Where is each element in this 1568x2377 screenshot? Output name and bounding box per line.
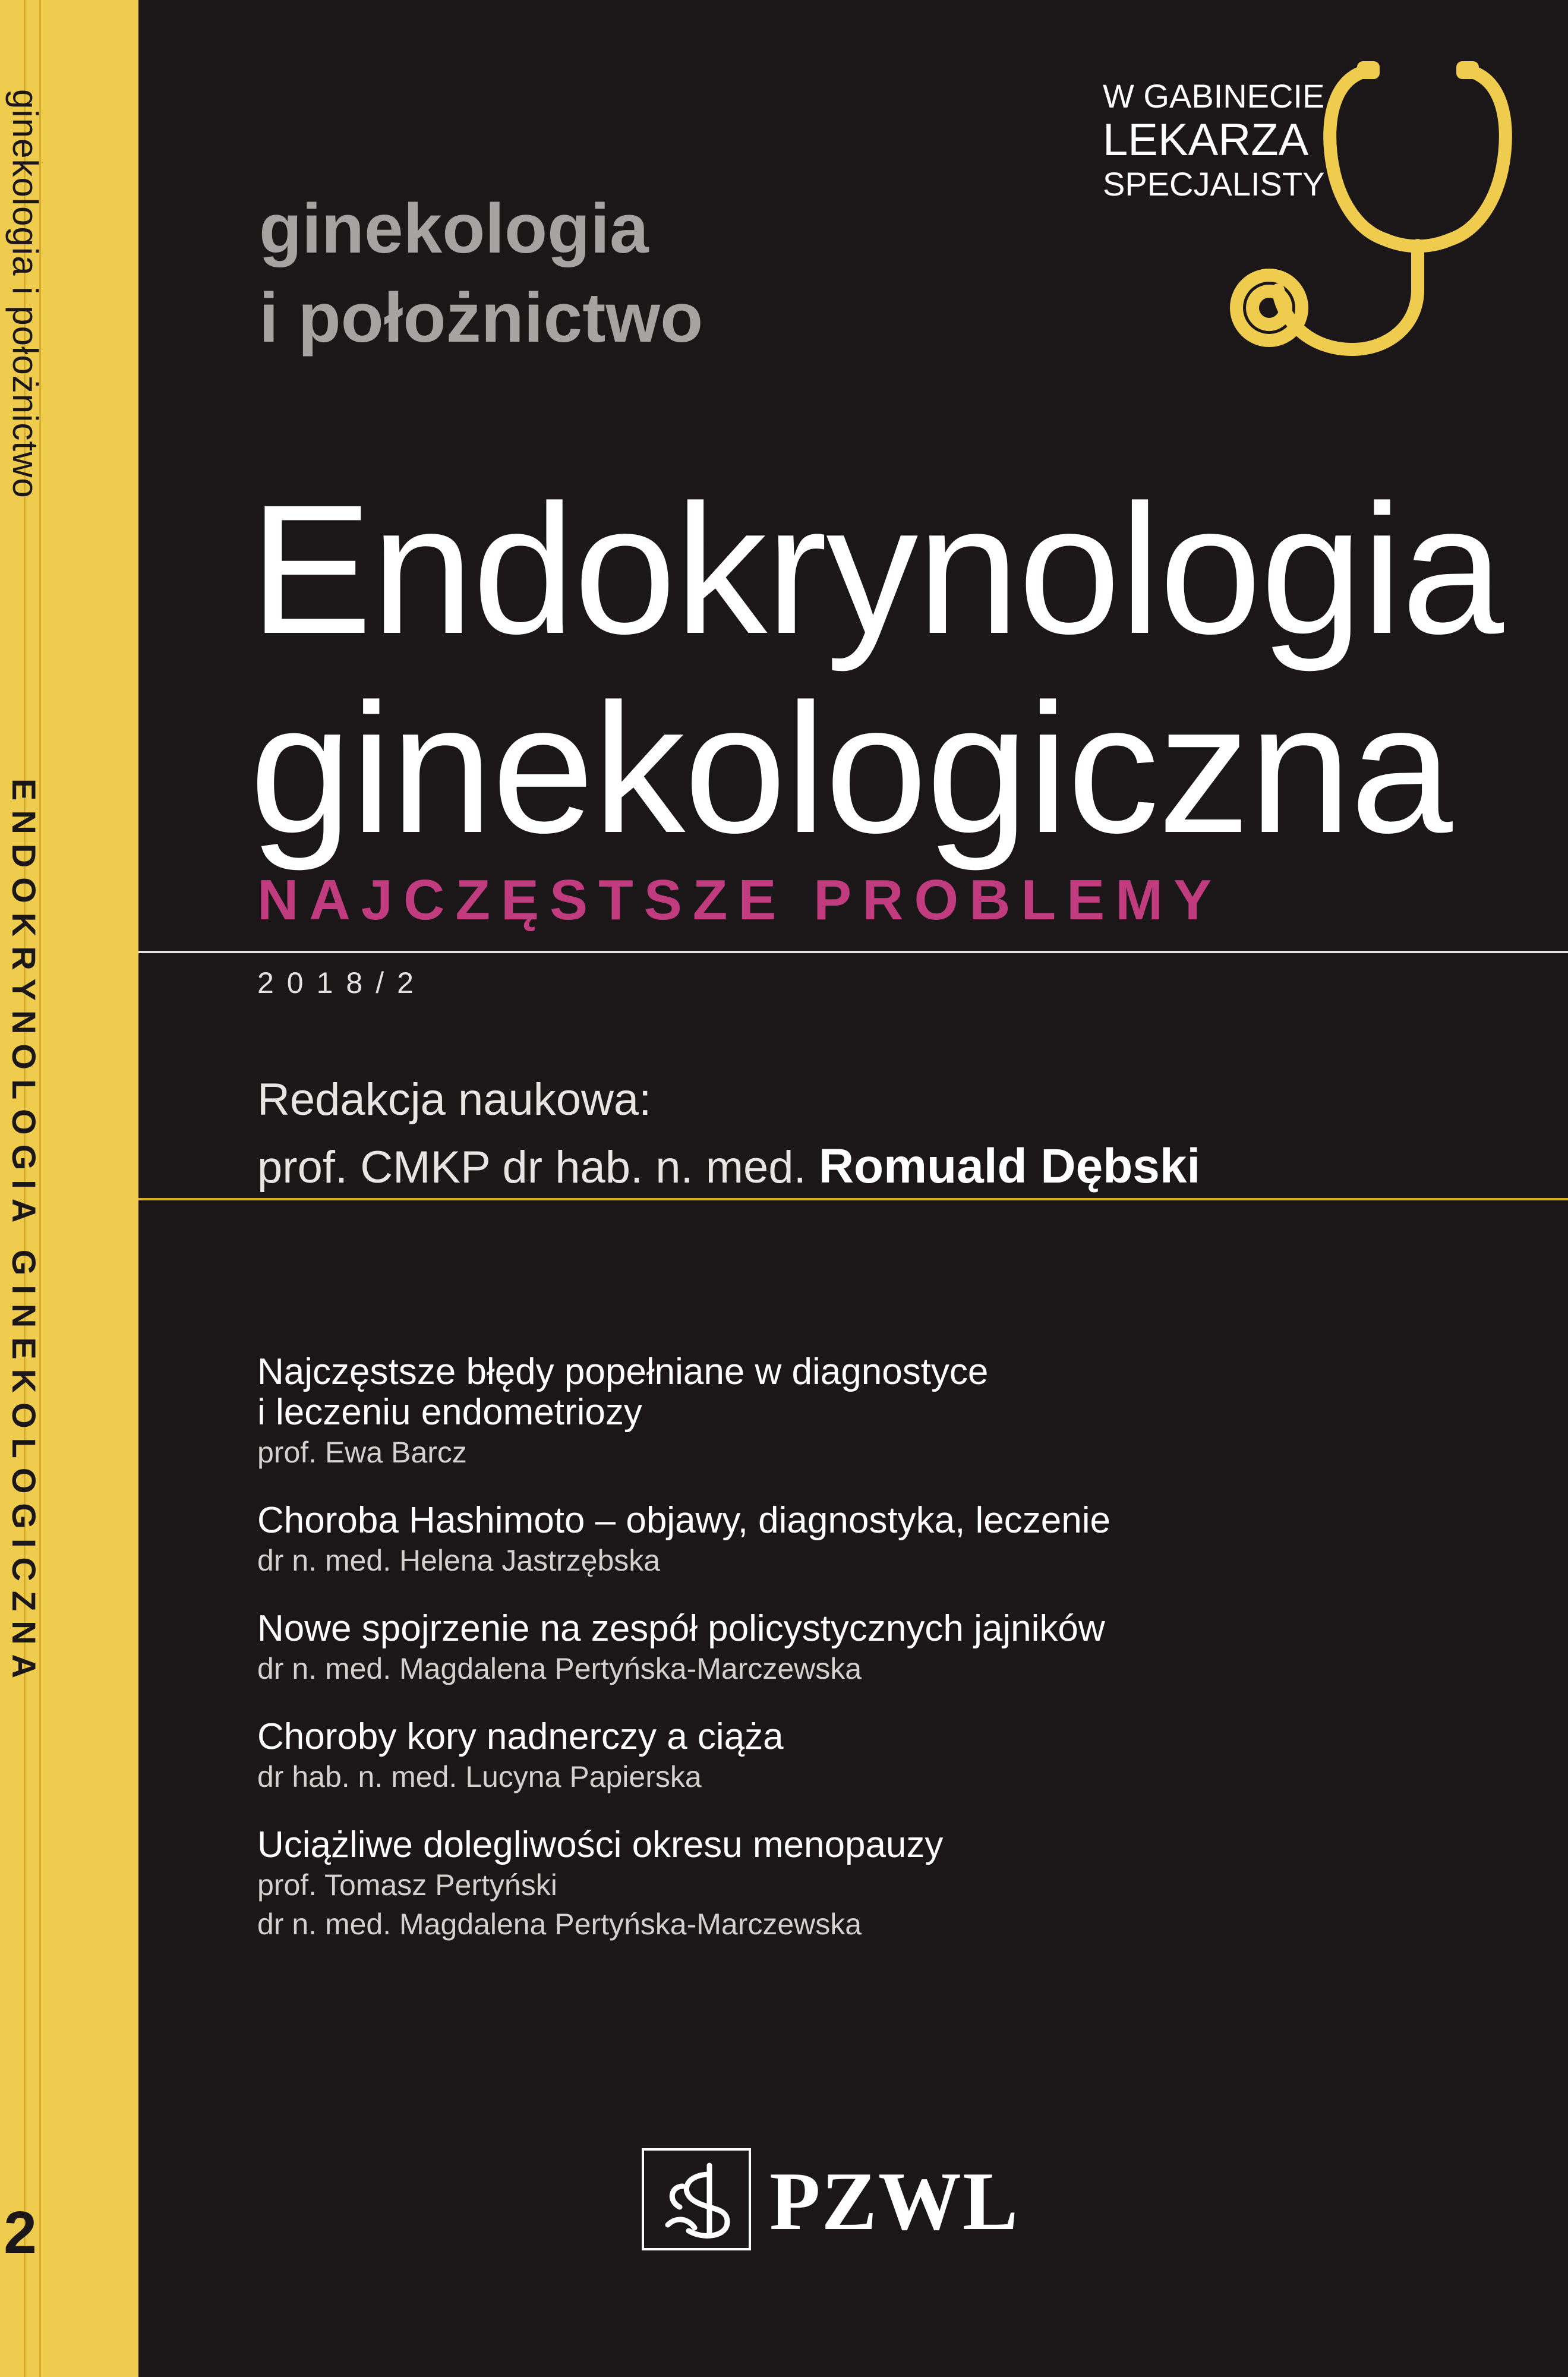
divider bbox=[138, 951, 1568, 953]
divider bbox=[138, 1198, 1568, 1200]
toc-author: dr n. med. Helena Jastrzębska bbox=[257, 1544, 661, 1577]
spine-series-text: ginekologia i położnictwo bbox=[5, 89, 45, 499]
book-spine bbox=[0, 0, 138, 2377]
toc-author: prof. Tomasz Pertyński bbox=[257, 1868, 557, 1902]
editorial-label: Redakcja naukowa: bbox=[257, 1074, 652, 1125]
badge-line: LEKARZA bbox=[1103, 115, 1309, 165]
toc-title: i leczeniu endometriozy bbox=[257, 1392, 642, 1433]
pzwl-logo-icon bbox=[642, 2148, 751, 2250]
toc-author: dr n. med. Magdalena Pertyńska-Marczewska bbox=[257, 1908, 862, 1941]
toc-item bbox=[257, 1609, 1110, 1688]
issue-number: 2018/2 bbox=[257, 966, 427, 1000]
editor-name: Romuald Dębski bbox=[818, 1139, 1201, 1193]
stethoscope-icon bbox=[1216, 40, 1568, 373]
editor-prefix: prof. CMKP dr hab. n. med. bbox=[257, 1142, 806, 1193]
toc-title: Najczęstsze błędy popełniane w diagnostyce bbox=[257, 1351, 989, 1392]
toc-item bbox=[257, 1352, 1110, 1472]
book-title-line: Endokrynologia bbox=[250, 466, 1503, 672]
toc-title: Nowe spojrzenie na zespół policystycznych jajników bbox=[257, 1608, 1105, 1649]
toc-title: Uciążliwe dolegliwości okresu menopauzy bbox=[257, 1824, 944, 1865]
series-title bbox=[259, 184, 703, 362]
toc-item bbox=[257, 1717, 1110, 1796]
book-title bbox=[250, 466, 1503, 871]
series-title-line: i położnictwo bbox=[259, 279, 703, 357]
publisher-name: PZWL bbox=[769, 2155, 1020, 2247]
toc-title: Choroba Hashimoto – objawy, diagnostyka, leczenie bbox=[257, 1500, 1110, 1541]
editorial-block bbox=[257, 1067, 1200, 1201]
table-of-contents bbox=[257, 1352, 1110, 1972]
toc-item bbox=[257, 1500, 1110, 1580]
cover-front bbox=[138, 0, 1568, 2377]
toc-title: Choroby kory nadnerczy a ciąża bbox=[257, 1716, 784, 1757]
editor-line bbox=[257, 1133, 1200, 1201]
toc-author: dr hab. n. med. Lucyna Papierska bbox=[257, 1760, 702, 1793]
spine-title-text: ENDOKRYNOLOGIA GINEKOLOGICZNA bbox=[5, 778, 43, 1688]
toc-item bbox=[257, 1825, 1110, 1944]
badge-line: SPECJALISTY bbox=[1103, 165, 1325, 203]
series-title-line: ginekologia bbox=[259, 190, 649, 268]
book-title-line: ginekologiczna bbox=[250, 665, 1452, 871]
badge-line: W GABINECIE bbox=[1103, 77, 1325, 115]
toc-author: prof. Ewa Barcz bbox=[257, 1436, 467, 1469]
toc-author: dr n. med. Magdalena Pertyńska-Marczewska bbox=[257, 1652, 862, 1685]
book-subtitle: NAJCZĘSTSZE PROBLEMY bbox=[257, 868, 1223, 932]
spine-volume-number: 2 bbox=[4, 2199, 37, 2266]
